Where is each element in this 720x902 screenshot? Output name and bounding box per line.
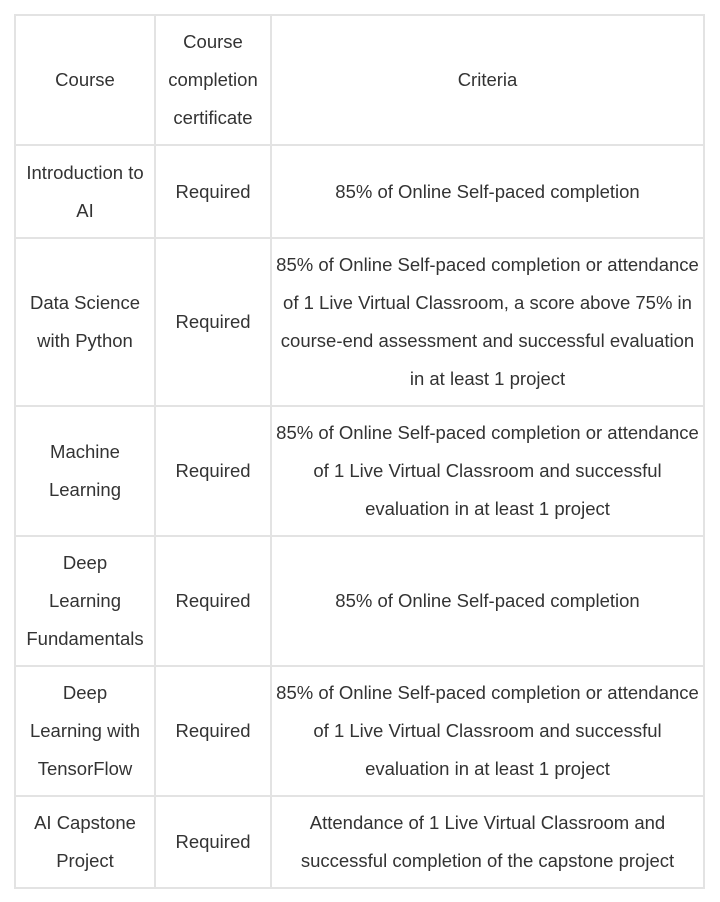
table-row [15, 536, 704, 666]
cell-criteria: 85% of Online Self-paced completion [271, 536, 704, 666]
cell-course: Deep Learning with TensorFlow [15, 666, 155, 796]
cell-criteria: 85% of Online Self-paced completion or attendance of 1 Live Virtual Classroom and successful evaluation in at least 1 project [271, 406, 704, 536]
cell-course: Deep Learning Fundamentals [15, 536, 155, 666]
cell-criteria: Attendance of 1 Live Virtual Classroom and successful completion of the capstone project [271, 796, 704, 888]
table-row [15, 796, 704, 888]
header-criteria: Criteria [271, 15, 704, 145]
header-certificate: Course completion certificate [155, 15, 271, 145]
cell-certificate: Required [155, 666, 271, 796]
cell-certificate: Required [155, 796, 271, 888]
cell-course: AI Capstone Project [15, 796, 155, 888]
course-criteria-table [14, 14, 705, 889]
cell-certificate: Required [155, 406, 271, 536]
cell-criteria: 85% of Online Self-paced completion or attendance of 1 Live Virtual Classroom and successful evaluation in at least 1 project [271, 666, 704, 796]
cell-course: Machine Learning [15, 406, 155, 536]
cell-criteria: 85% of Online Self-paced completion [271, 145, 704, 238]
cell-criteria: 85% of Online Self-paced completion or attendance of 1 Live Virtual Classroom, a score above 75% in course-end assessment and successful evaluation in at least 1 project [271, 238, 704, 406]
cell-course: Introduction to AI [15, 145, 155, 238]
cell-certificate: Required [155, 536, 271, 666]
cell-course: Data Science with Python [15, 238, 155, 406]
table-row [15, 406, 704, 536]
cell-certificate: Required [155, 145, 271, 238]
table-row [15, 666, 704, 796]
course-criteria-table-container [14, 14, 703, 889]
table-row [15, 238, 704, 406]
table-header-row [15, 15, 704, 145]
table-row [15, 145, 704, 238]
header-course: Course [15, 15, 155, 145]
cell-certificate: Required [155, 238, 271, 406]
